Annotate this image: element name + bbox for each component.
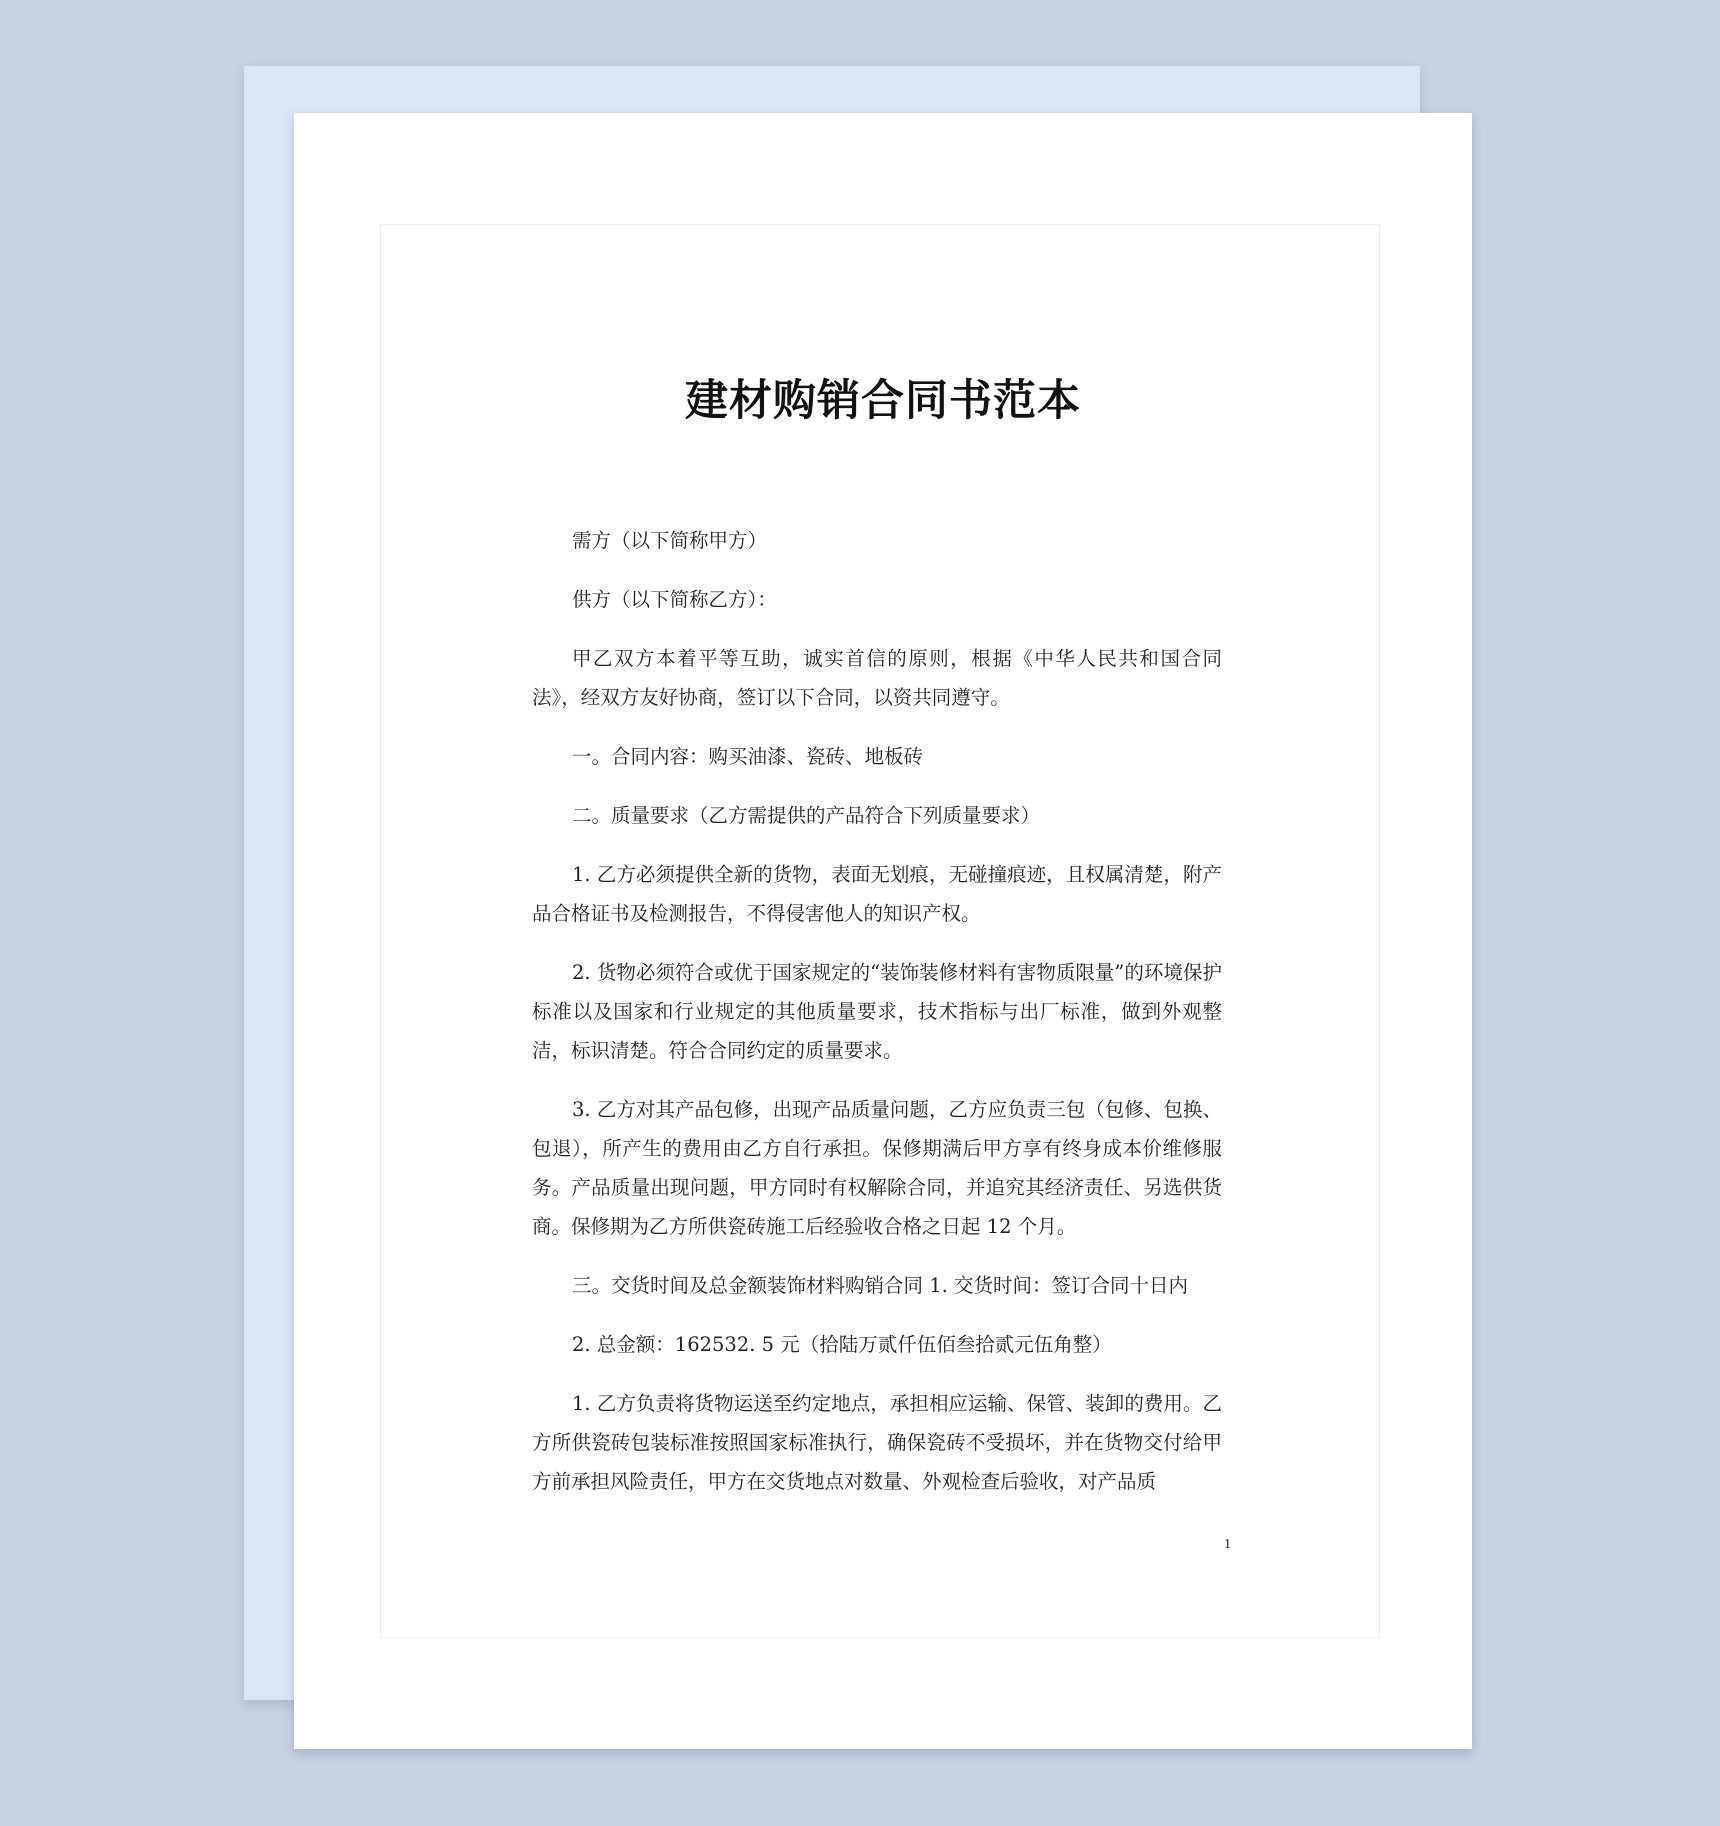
- document-page: [294, 113, 1472, 1749]
- paragraph-quality-item-3: 3. 乙方对其产品包修，出现产品质量问题，乙方应负责三包（包修、包换、包退），所产生的费用由乙方自行承担。保修期满后甲方享有终身成本价维修服务。产品质量出现问题，甲方同时有权解除合同，并追究其经济责任、另选供货商。保修期为乙方所供瓷砖施工后经验收合格之日起 12 个月。: [532, 1098, 1222, 1238]
- paragraph-quality-item-1: 1. 乙方必须提供全新的货物，表面无划痕，无碰撞痕迹，且权属清楚，附产品合格证书及检测报告，不得侵害他人的知识产权。: [532, 863, 1222, 925]
- page-number: 1: [1224, 1537, 1231, 1552]
- document-title: 建材购销合同书范本: [685, 376, 1081, 426]
- paragraph-total-amount: 2. 总金额：162532. 5 元（拾陆万贰仟伍佰叁拾贰元伍角整）: [572, 1333, 1112, 1356]
- document-body: [532, 521, 1222, 1521]
- paragraph-transport: 1. 乙方负责将货物运送至约定地点，承担相应运输、保管、装卸的费用。乙方所供瓷砖包装标准按照国家标准执行，确保瓷砖不受损坏，并在货物交付给甲方前承担风险责任，甲方在交货地点对数量、外观检查后验收，对产品质: [532, 1392, 1222, 1493]
- paragraph-quality-item-2: 2. 货物必须符合或优于国家规定的“装饰装修材料有害物质限量”的环境保护标准以及国家和行业规定的其他质量要求，技术指标与出厂标准，做到外观整洁，标识清楚。符合合同约定的质量要求。: [532, 961, 1222, 1062]
- paragraph-delivery-time: 三。交货时间及总金额装饰材料购销合同 1. 交货时间：签订合同十日内: [572, 1274, 1189, 1297]
- paragraph-supplier: 供方（以下简称乙方）：: [572, 588, 777, 611]
- paragraph-quality-requirements: 二。质量要求（乙方需提供的产品符合下列质量要求）: [572, 804, 1041, 827]
- paragraph-contract-content: 一。合同内容：购买油漆、瓷砖、地板砖: [572, 745, 924, 768]
- paragraph-buyer: 需方（以下简称甲方）: [572, 529, 768, 552]
- paragraph-preamble: 甲乙双方本着平等互助，诚实首信的原则，根据《中华人民共和国合同法》，经双方友好协商，签订以下合同，以资共同遵守。: [532, 647, 1222, 709]
